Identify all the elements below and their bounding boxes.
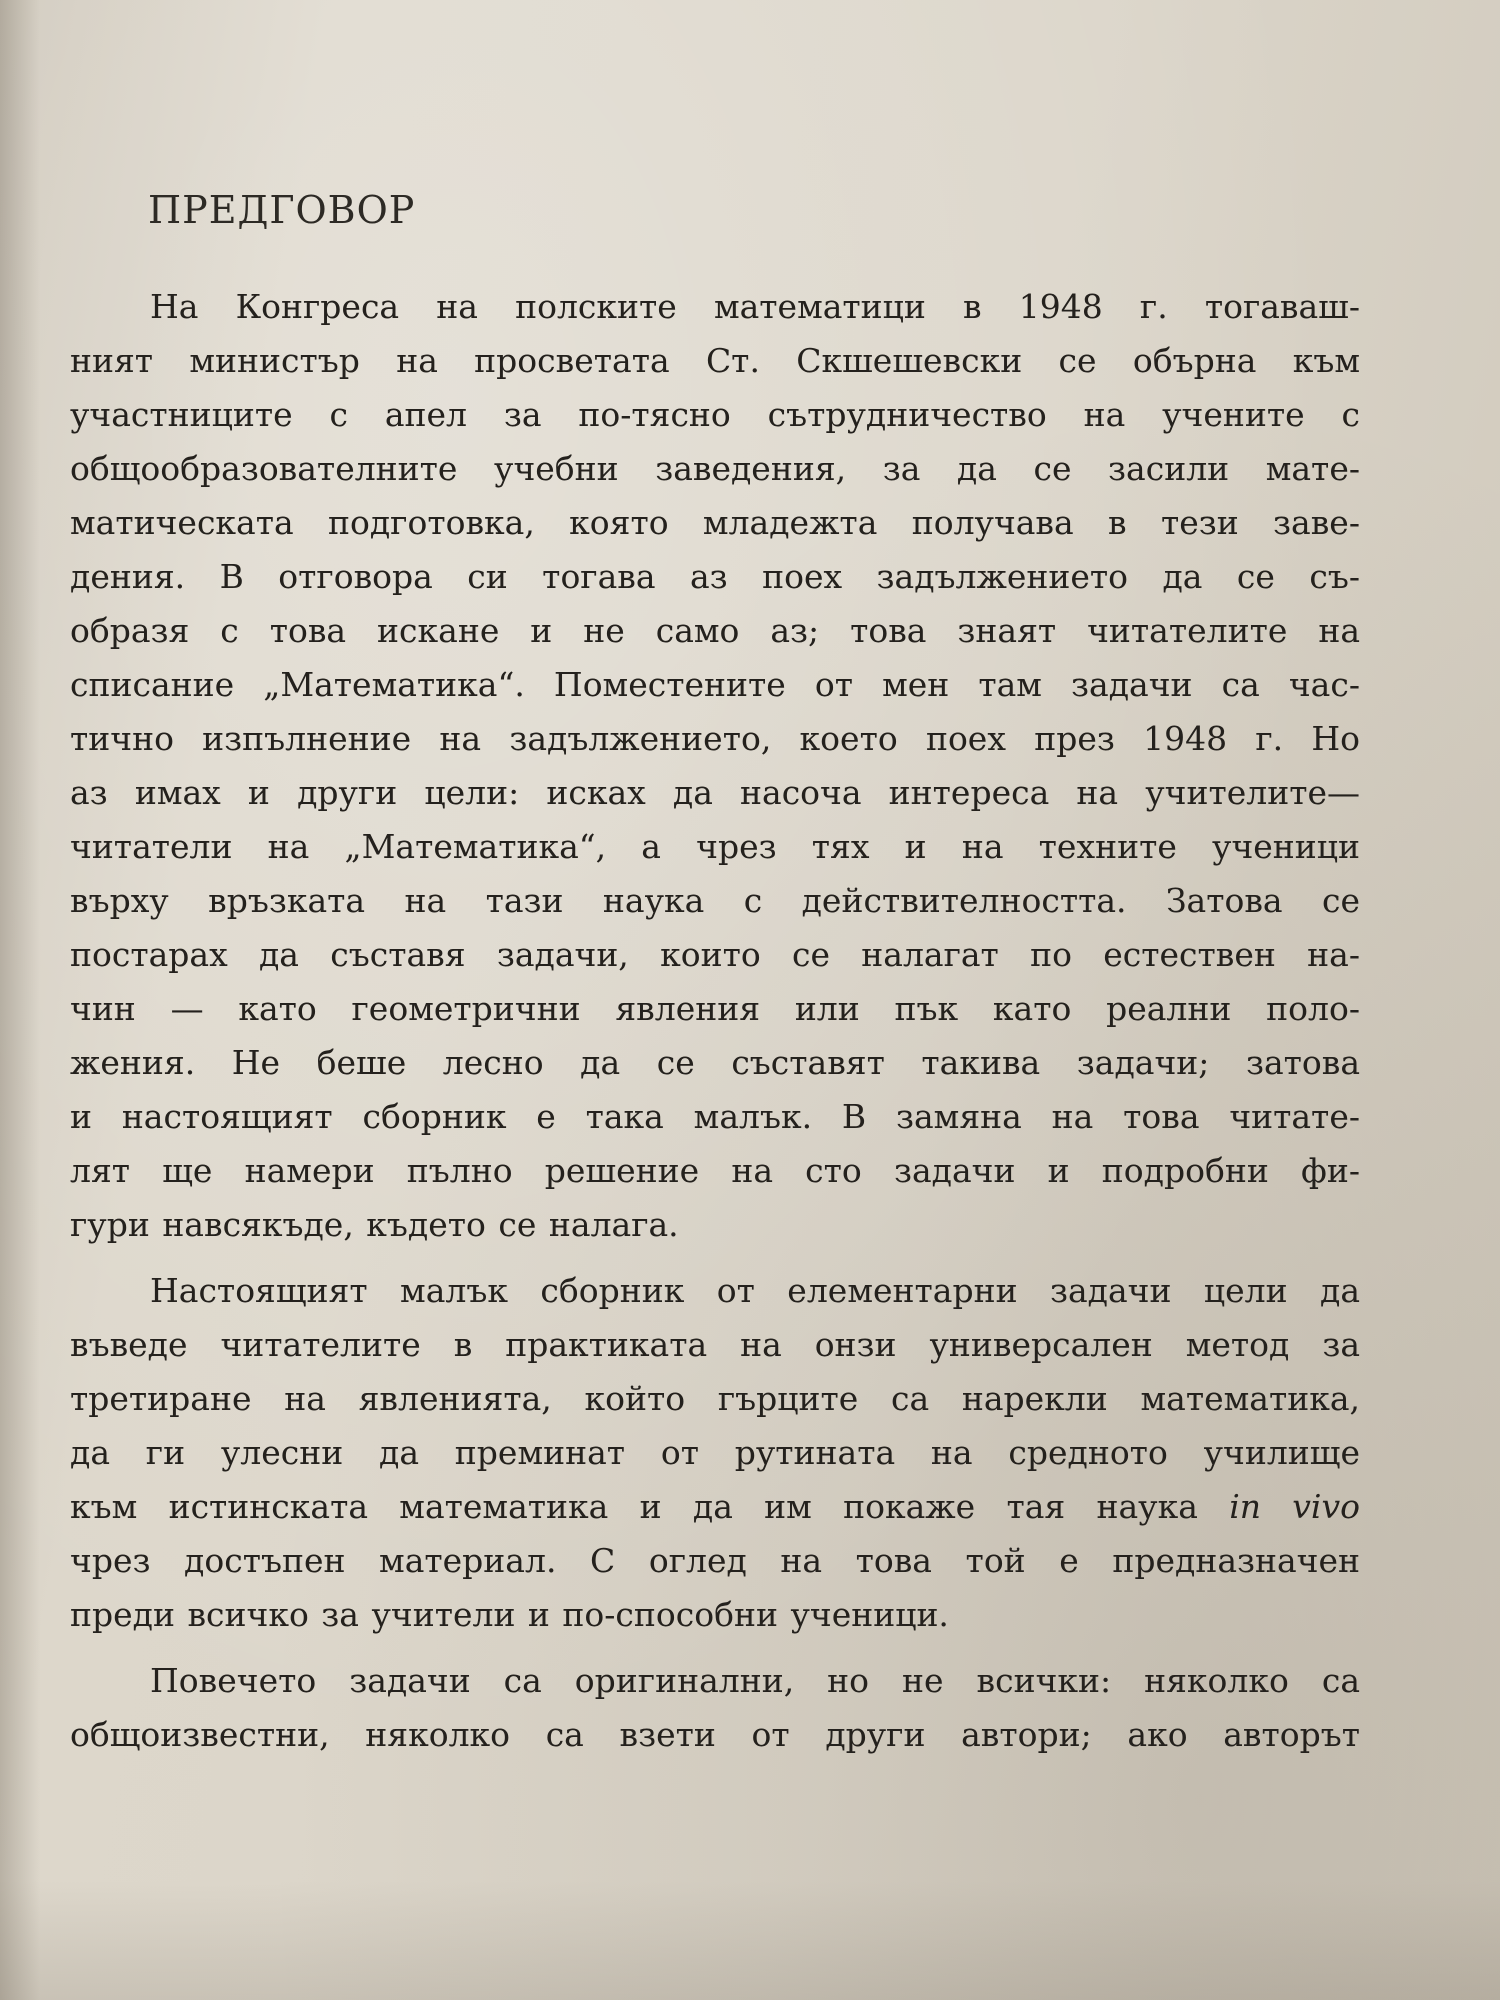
text-line: матическата подготовка, която младежта получава в тези заве- (70, 503, 1360, 542)
page-shadow-left (0, 0, 40, 2000)
paragraph-1 (70, 280, 1360, 1252)
text-line: чрез достъпен материал. С оглед на това той е предназначен (70, 1541, 1360, 1580)
text-line: На Конгреса на полските математици в 1948 г. тогаваш- (150, 287, 1360, 326)
text-line: върху връзката на тази наука с действителността. Затова се (70, 881, 1360, 920)
page-content (70, 180, 1360, 1762)
text-line: да ги улесни да преминат от рутината на средното училище (70, 1433, 1360, 1472)
italic-phrase: in vivo (1229, 1487, 1360, 1526)
text-line: третиране на явленията, който гърците са нарекли математика, (70, 1379, 1360, 1418)
text-line-with-italic (70, 1480, 1360, 1534)
text-line: дения. В отговора си тогава аз поех задължението да се съ- (70, 557, 1360, 596)
text-line: въведе читателите в практиката на онзи универсален метод за (70, 1325, 1360, 1364)
text-line: жения. Не беше лесно да се съставят такива задачи; затова (70, 1043, 1360, 1082)
text-line: ният министър на просветата Ст. Скшешевски се обърна към (70, 341, 1360, 380)
text-line: постарах да съставя задачи, които се налагат по естествен на- (70, 935, 1360, 974)
paragraph-2 (70, 1264, 1360, 1642)
text-line: лят ще намери пълно решение на сто задачи и подробни фи- (70, 1151, 1360, 1190)
text-line: Настоящият малък сборник от елементарни задачи цели да (150, 1271, 1360, 1310)
text-line: списание „Математика“. Поместените от мен там задачи са час- (70, 665, 1360, 704)
text-line: общоизвестни, няколко са взети от други автори; ако авторът (70, 1715, 1360, 1754)
text-line: образя с това искане и не само аз; това знаят читателите на (70, 611, 1360, 650)
text-line: общообразователните учебни заведения, за да се засили мате- (70, 449, 1360, 488)
text-line: участниците с апел за по-тясно сътрудничество на учените с (70, 395, 1360, 434)
text-line: тично изпълнение на задължението, което поех през 1948 г. Но (70, 719, 1360, 758)
text-segment: към истинската математика и да им покаже тая наука (70, 1487, 1198, 1526)
text-line: Повечето задачи са оригинални, но не всички: няколко са (150, 1661, 1360, 1700)
text-line: преди всичко за учители и по-способни ученици. (70, 1595, 949, 1634)
preface-heading: ПРЕДГОВОР (148, 188, 416, 232)
text-line: читатели на „Математика“, а чрез тях и на техните ученици (70, 827, 1360, 866)
paragraph-3 (70, 1654, 1360, 1762)
text-line: и настоящият сборник е така малък. В замяна на това читате- (70, 1097, 1360, 1136)
text-line: аз имах и други цели: исках да насоча интереса на учителите— (70, 773, 1360, 812)
text-line: чин — като геометрични явления или пък като реални поло- (70, 989, 1360, 1028)
page-shadow-bottom (0, 1880, 1500, 2000)
text-line: гури навсякъде, където се налага. (70, 1205, 679, 1244)
